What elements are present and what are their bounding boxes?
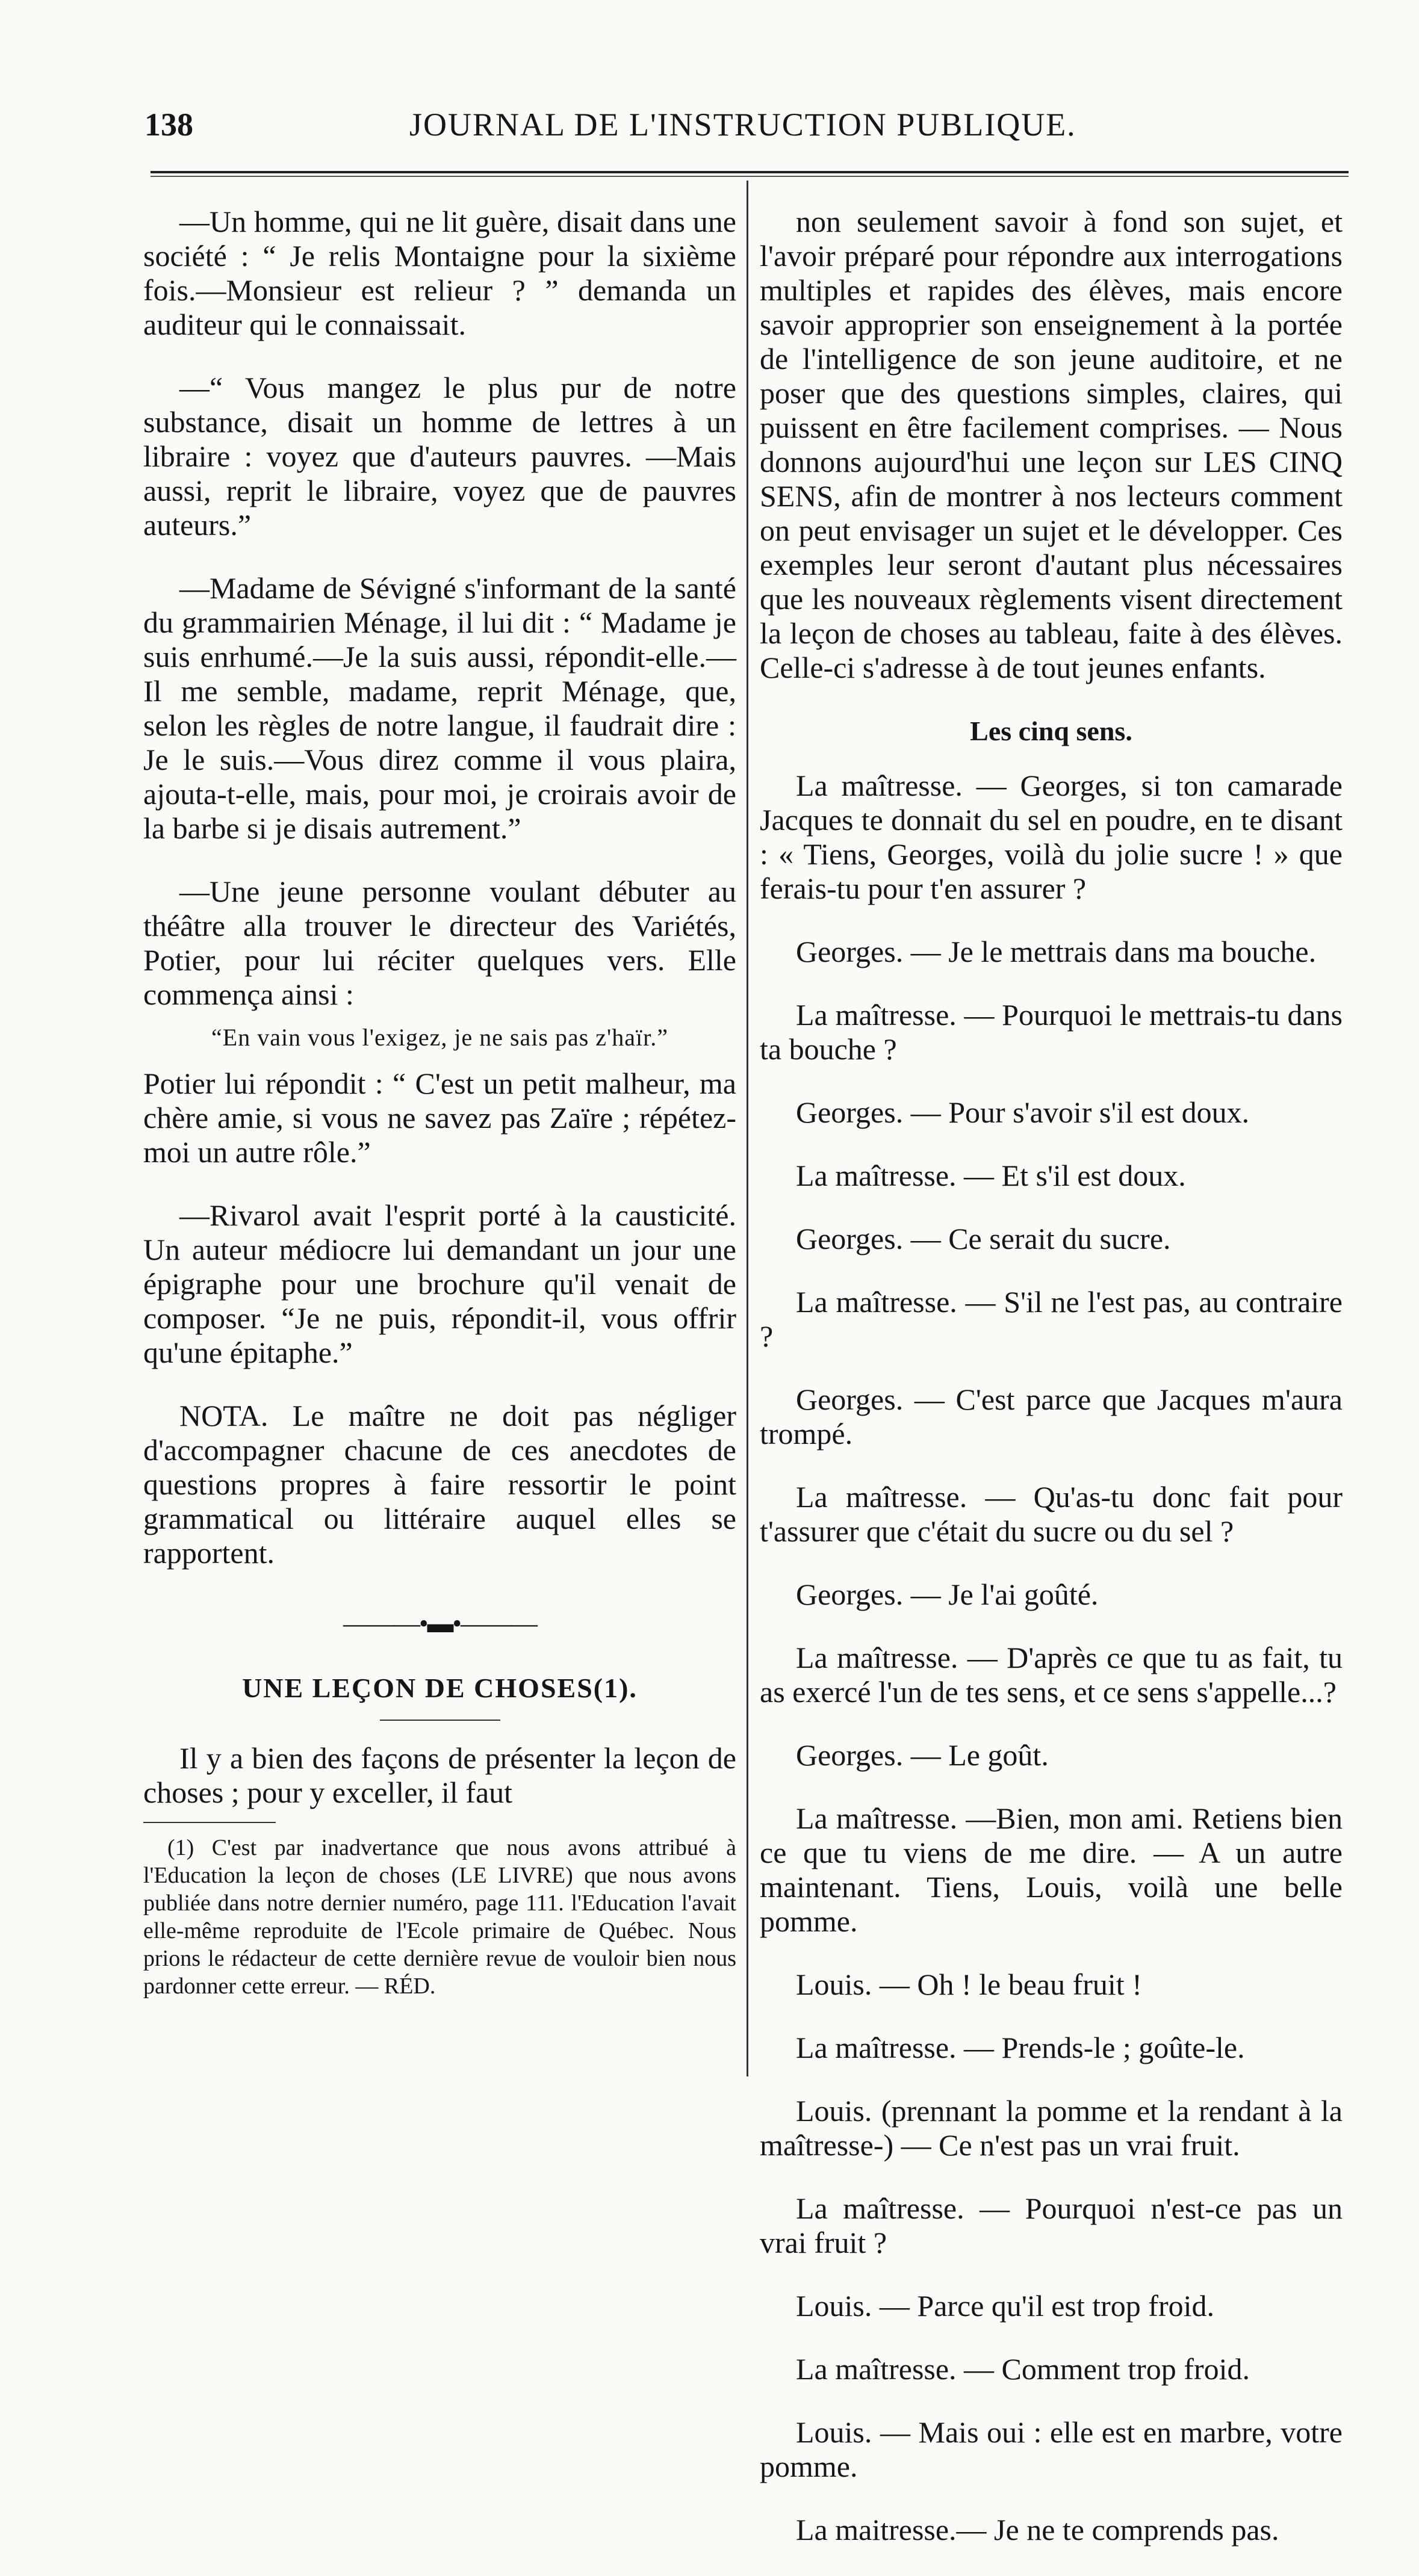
dialogue-line: La maîtresse. — S'il ne l'est pas, au contraire ? — [760, 1285, 1343, 1353]
dialogue-line: La maîtresse. — D'après ce que tu as fait, tu as exercé l'un de tes sens, et ce sens s'appelle...? — [760, 1641, 1343, 1709]
dialogue-line: La maîtresse. — Pourquoi n'est-ce pas un vrai fruit ? — [760, 2191, 1343, 2259]
section-title: UNE LEÇON DE CHOSES(1). — [242, 1673, 638, 1703]
anecdote-libraire: —“ Vous mangez le plus pur de notre substance, disait un homme de lettres à un libraire : voyez que d'auteurs pauvres. —Mais aussi, reprit le libraire, voyez que de pauvres auteurs.” — [143, 371, 736, 542]
page-header — [144, 106, 1324, 154]
dialogue-line: Louis. — Mais oui : elle est en marbre, votre pomme. — [760, 2415, 1343, 2483]
dialogue-line: La maîtresse. — Pourquoi le mettrais-tu dans ta bouche ? — [760, 998, 1343, 1066]
potier-reply: Potier lui répondit : “ C'est un petit malheur, ma chère amie, si vous ne savez pas Zaïre ; répétez-moi un autre rôle.” — [143, 1067, 736, 1169]
dialogue-line: Georges. — Je l'ai goûté. — [796, 1577, 1099, 1611]
anecdote-potier: —Une jeune personne voulant débuter au théâtre alla trouver le directeur des Variétés, Potier, pour lui réciter quelques vers. Elle commença ainsi : — [143, 875, 736, 1011]
lesson-heading: Les cinq sens. — [970, 716, 1132, 746]
anecdote-sevigne: —Madame de Sévigné s'informant de la santé du grammairien Ménage, il lui dit : “ Madame je suis enrhumé.—Je la suis aussi, répondit-elle.—Il me semble, madame, reprit Ménage, que, selon les règles de notre langue, il faudrait dire : Je le suis.—Vous direz comme il vous plaira, ajouta-t-elle, mais, pour moi, je croirais avoir de la barbe si je disais autrement.” — [143, 571, 736, 845]
lesson-intro: non seulement savoir à fond son sujet, et l'avoir préparé pour répondre aux interrogations multiples et rapides des élèves, mais encore savoir approprier son enseignement à la portée de l'intelligence de son jeune auditoire, et ne poser que des questions simples, claires, qui puissent en être facilement comprises. — Nous donnons aujourd'hui une leçon sur LES CINQ SENS, afin de montrer à nos lecteurs comment on peut envisager un sujet et le développer. Ces exemples leur seront d'autant plus nécessaires que les nouveaux règlements visent directement la leçon de choses au tableau, faite à des élèves. Celle-ci s'adresse à de tout jeunes enfants. — [760, 205, 1343, 684]
page-number: 138 — [144, 107, 193, 143]
quoted-verse: “En vain vous l'exigez, je ne sais pas z'haïr.” — [211, 1024, 668, 1051]
anecdote-montaigne: —Un homme, qui ne lit guère, disait dans une société : “ Je relis Montaigne pour la sixième fois.—Monsieur est relieur ? ” demanda un auditeur qui le connaissait. — [143, 205, 736, 341]
dialogue-line: Georges. — Je le mettrais dans ma bouche. — [796, 935, 1317, 968]
column-divider — [747, 181, 748, 2076]
running-title: JOURNAL DE L'INSTRUCTION PUBLIQUE. — [409, 107, 1076, 143]
dialogue-line: La maîtresse. — Et s'il est doux. — [796, 1159, 1186, 1192]
section-intro: Il y a bien des façons de présenter la leçon de choses ; pour y exceller, il faut — [143, 1741, 736, 1809]
dialogue-line: Georges. — Ce serait du sucre. — [796, 1222, 1171, 1255]
dialogue-line: Louis. (prennant la pomme et la rendant à la maîtresse-) — Ce n'est pas un vrai fruit. — [760, 2094, 1343, 2162]
footnote: (1) C'est par inadvertance que nous avons attribué à l'Education la leçon de choses (LE LIVRE) que nous avons publiée dans notre dernier numéro, page 111. l'Education l'avait elle-même reproduite de l'Ecole primaire de Québec. Nous prions le rédacteur de cette dernière revue de vouloir bien nous pardonner cette erreur. — RÉD. — [143, 1835, 736, 1999]
title-rule — [380, 1720, 500, 1721]
left-column — [143, 205, 736, 2000]
dialogue-line: Georges. — Pour s'avoir s'il est doux. — [796, 1095, 1250, 1129]
header-rule — [151, 171, 1349, 177]
dialogue-line: La maîtresse. — Comment trop froid. — [796, 2352, 1250, 2386]
dialogue-line: Louis. — Parce qu'il est trop froid. — [796, 2289, 1214, 2323]
dialogue-line: La maitresse.— Je ne te comprends pas. — [796, 2513, 1279, 2547]
dialogue-line: La maîtresse. —Bien, mon ami. Retiens bien ce que tu viens de me dire. — A un autre maintenant. Tiens, Louis, voilà une belle pomme. — [760, 1801, 1343, 1938]
dialogue-line: La maîtresse. — Prends-le ; goûte-le. — [796, 2031, 1245, 2064]
footnote-rule — [143, 1822, 276, 1823]
dialogue-line: Georges. — C'est parce que Jacques m'aura trompé. — [760, 1382, 1343, 1451]
right-column — [760, 205, 1343, 2576]
dialogue-line: Louis. — Oh ! le beau fruit ! — [796, 1968, 1142, 2001]
dialogue-line: Georges. — Le goût. — [796, 1738, 1049, 1772]
nota-paragraph: NOTA. Le maître ne doit pas négliger d'accompagner chacune de ces anecdotes de questions propres à faire ressortir le point grammatical ou littéraire auquel elles se rapportent. — [143, 1399, 736, 1570]
dialogue-line: La maîtresse. — Qu'as-tu donc fait pour t'assurer que c'était du sucre ou du sel ? — [760, 1480, 1343, 1548]
anecdote-rivarol: —Rivarol avait l'esprit porté à la causticité. Un auteur médiocre lui demandant un jour une épigraphe pour une brochure qu'il venait de composer. “Je ne puis, répondit-il, vous offrir qu'une épitaphe.” — [143, 1198, 736, 1369]
dialogue-line: La maîtresse. — Georges, si ton camarade Jacques te donnait du sel en poudre, en te disant : « Tiens, Georges, voilà du jolie sucre ! » que ferais-tu pour t'en assurer ? — [760, 769, 1343, 905]
section-ornament: ———•▬•——— — [343, 1609, 536, 1638]
